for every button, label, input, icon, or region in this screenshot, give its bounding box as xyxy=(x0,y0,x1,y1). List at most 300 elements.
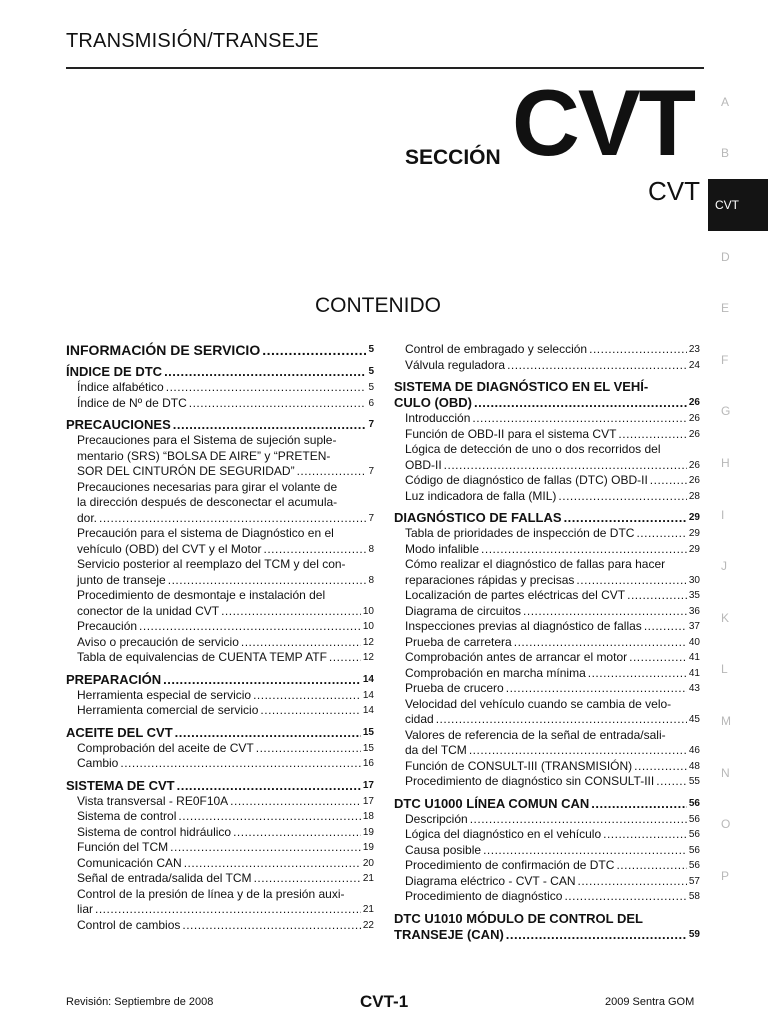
side-tab-b[interactable]: B xyxy=(721,146,730,161)
toc-entry-text: Aviso o precaución de servicio xyxy=(77,634,239,649)
toc-entry-row xyxy=(405,712,700,728)
toc-heading-text: PREPARACIÓN xyxy=(66,671,162,687)
toc-entry-text: Cambio xyxy=(77,756,119,770)
toc-entry[interactable] xyxy=(394,489,700,505)
toc-entry[interactable] xyxy=(394,358,700,374)
dot-leader xyxy=(523,604,687,620)
toc-section xyxy=(66,417,374,666)
toc-entry-page: 56 xyxy=(688,844,700,856)
toc-entry-text: Prueba de crucero xyxy=(405,681,504,695)
toc-entry-page: 19 xyxy=(362,826,374,838)
toc-entry-row xyxy=(77,902,374,918)
side-tab-m[interactable]: M xyxy=(721,713,731,728)
toc-heading-line: SISTEMA DE DIAGNÓSTICO EN EL VEHÍ- xyxy=(394,379,649,394)
toc-entry-text: Procedimiento de confirmación de DTC xyxy=(405,858,615,872)
toc-entry-page: 57 xyxy=(688,875,700,887)
toc-entry-text: Diagrama de circuitos xyxy=(405,603,522,618)
toc-entry[interactable] xyxy=(394,889,700,905)
dot-leader xyxy=(95,902,361,918)
toc-section xyxy=(394,342,700,373)
dot-leader xyxy=(177,778,361,794)
toc-section xyxy=(394,510,700,790)
toc-entry-line: Valores de referencia de la señal de entrada/sali- xyxy=(405,727,666,742)
toc-section-heading[interactable] xyxy=(394,911,700,943)
toc-entry-page: 37 xyxy=(688,621,700,632)
toc-heading-text: DTC U1000 LÍNEA COMUN CAN xyxy=(394,795,590,811)
toc-entry-row xyxy=(77,542,374,558)
dot-leader xyxy=(474,395,687,411)
toc-entry-page: 28 xyxy=(688,490,700,502)
toc-entry-text: Modo infalible xyxy=(405,541,480,556)
toc-section-heading[interactable] xyxy=(66,364,374,380)
toc-entry-row xyxy=(77,650,374,666)
toc-entry-row xyxy=(77,619,374,635)
section-label: SECCIÓN xyxy=(405,146,501,169)
dot-leader xyxy=(164,364,366,380)
toc-heading-text: SISTEMA DE CVT xyxy=(66,777,175,793)
dot-leader xyxy=(483,843,687,859)
toc-entry-text: Causa posible xyxy=(405,842,482,857)
toc-entry[interactable] xyxy=(66,588,374,619)
toc-entry-page: 46 xyxy=(688,745,700,756)
toc-entry-line: Precauciones para el Sistema de sujeción suple- xyxy=(77,433,337,447)
dot-leader xyxy=(444,458,687,474)
toc-entry-row xyxy=(77,703,374,719)
toc-heading-text: PRECAUCIONES xyxy=(66,417,171,432)
toc-entry-row xyxy=(405,604,700,620)
toc-entry-row xyxy=(77,511,374,527)
toc-entry-row xyxy=(405,681,700,697)
toc-entry-row xyxy=(77,573,374,589)
side-tab-j[interactable]: J xyxy=(721,559,727,574)
toc-entry-page: 55 xyxy=(688,776,700,787)
toc-section-heading[interactable] xyxy=(66,417,374,433)
dot-leader xyxy=(99,511,366,527)
side-tab-f[interactable]: F xyxy=(721,352,729,367)
toc-entry-page: 12 xyxy=(362,636,374,648)
side-tab-e[interactable]: E xyxy=(721,301,730,316)
toc-entry-row xyxy=(405,812,700,828)
dot-leader xyxy=(507,358,687,374)
toc-entry-text: Señal de entrada/salida del TCM xyxy=(77,871,252,885)
toc-entry[interactable] xyxy=(394,697,700,728)
toc-entry-page: 26 xyxy=(688,428,700,440)
toc-entry-text: Función de OBD-II para el sistema CVT xyxy=(405,426,617,441)
dot-leader xyxy=(254,871,361,887)
toc-entry-text: Sistema de control xyxy=(77,809,177,823)
toc-entry-text: Procedimiento de diagnóstico xyxy=(405,889,563,903)
toc-section-heading[interactable] xyxy=(66,778,374,794)
toc-entry-page: 17 xyxy=(362,795,374,807)
toc-entry[interactable] xyxy=(394,542,700,558)
toc-entry[interactable] xyxy=(66,635,374,651)
toc-entry-text: Control de cambios xyxy=(77,917,181,932)
toc-entry-page: 7 xyxy=(368,466,374,477)
toc-entry-row xyxy=(405,588,700,604)
footer-page-number: CVT-1 xyxy=(360,992,409,1011)
toc-entry-row xyxy=(77,741,374,757)
toc-entry-page: 14 xyxy=(362,689,374,701)
toc-entry-line: Velocidad del vehículo cuando se cambia de velo- xyxy=(405,696,672,711)
toc-entry-line: Precauciones necesarias para girar el volante de xyxy=(77,479,338,494)
dot-leader xyxy=(506,927,687,943)
dot-leader xyxy=(577,874,686,890)
dot-leader xyxy=(184,856,361,872)
toc-entry-page: 22 xyxy=(362,919,374,931)
toc-heading-text: DIAGNÓSTICO DE FALLAS xyxy=(394,510,562,525)
contents-title: CONTENIDO xyxy=(315,294,441,317)
toc-entry[interactable] xyxy=(394,442,700,473)
toc-heading-text: TRANSEJE (CAN) xyxy=(394,926,504,942)
dot-leader xyxy=(120,756,361,772)
side-tab-i[interactable]: I xyxy=(721,507,725,522)
toc-section xyxy=(394,796,700,905)
toc-entry-row xyxy=(77,756,374,772)
dot-leader xyxy=(182,918,360,934)
toc-entry-row xyxy=(405,619,700,635)
toc-entry[interactable] xyxy=(66,703,374,719)
toc-entry-text: dor. xyxy=(77,510,98,525)
toc-entry-page: 8 xyxy=(368,574,374,586)
toc-section-heading[interactable] xyxy=(66,672,374,688)
dot-leader xyxy=(589,342,687,358)
dot-leader xyxy=(634,759,687,775)
toc-entry[interactable] xyxy=(66,918,374,934)
toc-entry-line: Procedimiento de desmontaje e instalación del xyxy=(77,588,326,602)
dot-leader xyxy=(436,712,687,728)
toc-entry-page: 56 xyxy=(688,860,700,871)
toc-entry-row xyxy=(405,542,700,558)
dot-leader xyxy=(588,666,687,682)
toc-entry-row xyxy=(77,871,374,887)
toc-entry[interactable] xyxy=(66,887,374,918)
toc-entry-page: 7 xyxy=(368,512,374,524)
toc-entry-text: Luz indicadora de falla (MIL) xyxy=(405,488,557,503)
toc-entry[interactable] xyxy=(394,411,700,427)
side-tab-cvt[interactable]: CVT xyxy=(708,179,768,231)
toc-heading-line: DTC U1010 MÓDULO DE CONTROL DEL xyxy=(394,910,643,926)
side-tab-a[interactable]: A xyxy=(721,94,730,109)
toc-heading-page: 26 xyxy=(688,397,700,408)
toc-entry-text: Diagrama eléctrico - CVT - CAN xyxy=(405,873,576,888)
side-tab-g[interactable]: G xyxy=(721,404,731,419)
toc-entry-page: 10 xyxy=(362,621,374,632)
header-rule xyxy=(66,67,704,69)
dot-leader xyxy=(241,635,361,651)
toc-section xyxy=(66,672,374,719)
side-tab-k[interactable]: K xyxy=(721,610,730,625)
toc-entry-page: 14 xyxy=(362,705,374,716)
toc-entry[interactable] xyxy=(394,759,700,775)
toc-entry[interactable] xyxy=(394,588,700,604)
toc-section xyxy=(66,778,374,934)
toc-entry[interactable] xyxy=(394,728,700,759)
dot-leader xyxy=(627,588,687,604)
dot-leader xyxy=(262,342,366,358)
dot-leader xyxy=(233,825,361,841)
toc-heading-page: 29 xyxy=(688,512,700,523)
dot-leader xyxy=(253,688,361,704)
toc-entry[interactable] xyxy=(66,650,374,666)
toc-entry-text: Procedimiento de diagnóstico sin CONSULT-III xyxy=(405,774,655,788)
toc-entry-text: Índice de Nº de DTC xyxy=(77,395,187,410)
toc-entry-row xyxy=(77,604,374,620)
toc-entry[interactable] xyxy=(394,619,700,635)
toc-entry-row xyxy=(77,918,374,934)
dot-leader xyxy=(514,635,687,651)
toc-entry-row xyxy=(77,380,374,396)
toc-entry-page: 41 xyxy=(688,652,700,663)
toc-entry-row xyxy=(405,473,700,489)
dot-leader xyxy=(591,796,687,812)
toc-entry[interactable] xyxy=(394,874,700,890)
toc-entry-page: 36 xyxy=(688,605,700,617)
toc-entry-row xyxy=(405,635,700,651)
toc-entry-text: junto de transeje xyxy=(77,572,166,587)
toc-entry-line: Lógica de detección de uno o dos recorridos del xyxy=(405,442,661,456)
toc-entry-text: SOR DEL CINTURÓN DE SEGURIDAD” xyxy=(77,464,295,478)
toc-entry-row xyxy=(77,856,374,872)
toc-section-heading[interactable] xyxy=(66,725,374,741)
toc-heading-page: 5 xyxy=(368,366,374,377)
toc-section-heading[interactable] xyxy=(394,796,700,812)
dot-leader xyxy=(644,619,687,635)
toc-entry-row xyxy=(405,874,700,890)
toc-heading-text: ÍNDICE DE DTC xyxy=(66,364,163,379)
dot-leader xyxy=(564,889,686,905)
toc-entry-row xyxy=(77,794,374,810)
toc-heading-page: 59 xyxy=(688,928,700,940)
toc-entry[interactable] xyxy=(394,774,700,790)
toc-entry[interactable] xyxy=(66,619,374,635)
toc-entry-text: Índice alfabético xyxy=(77,380,164,394)
toc-entry-row xyxy=(405,573,700,589)
toc-entry-text: Localización de partes eléctricas del CVT xyxy=(405,588,626,602)
toc-entry[interactable] xyxy=(66,396,374,412)
toc-entry-page: 20 xyxy=(362,857,374,869)
toc-heading-page: 15 xyxy=(362,726,374,738)
toc-section-heading[interactable] xyxy=(394,510,700,526)
toc-entry-text: Inspecciones previas al diagnóstico de fallas xyxy=(405,619,642,633)
toc-entry-page: 19 xyxy=(362,842,374,853)
toc-entry-text: da del TCM xyxy=(405,743,467,757)
toc-entry[interactable] xyxy=(66,809,374,825)
toc-entry-row xyxy=(405,526,700,542)
dot-leader xyxy=(189,396,367,412)
toc-entry[interactable] xyxy=(66,840,374,856)
toc-entry[interactable] xyxy=(66,480,374,527)
dot-leader xyxy=(603,827,687,843)
toc-entry-page: 18 xyxy=(362,811,374,822)
toc-entry-line: la dirección después de desconectar el acumula- xyxy=(77,495,338,509)
dot-leader xyxy=(260,703,360,719)
dot-leader xyxy=(166,380,367,396)
dot-leader xyxy=(481,542,687,558)
dot-leader xyxy=(175,725,361,741)
toc-entry-page: 21 xyxy=(362,904,374,915)
toc-entry-row xyxy=(405,759,700,775)
toc-heading-page: 7 xyxy=(368,419,374,430)
toc-entry-line: Servicio posterior al reemplazo del TCM y del con- xyxy=(77,557,346,571)
toc-entry[interactable] xyxy=(394,526,700,542)
toc-entry-page: 56 xyxy=(688,813,700,825)
toc-entry[interactable] xyxy=(66,856,374,872)
toc-entry[interactable] xyxy=(66,756,374,772)
toc-entry-text: Precaución xyxy=(77,619,138,633)
toc-entry-text: Comprobación antes de arrancar el motor xyxy=(405,650,628,664)
toc-section xyxy=(66,342,374,358)
toc-entry[interactable] xyxy=(394,557,700,588)
toc-entry-page: 24 xyxy=(688,359,700,371)
toc-entry-text: Descripción xyxy=(405,811,468,826)
toc-entry[interactable] xyxy=(394,427,700,443)
toc-entry[interactable] xyxy=(394,812,700,828)
toc-entry[interactable] xyxy=(66,871,374,887)
toc-entry-row xyxy=(405,342,700,358)
toc-right-column xyxy=(394,342,700,949)
toc-entry-page: 43 xyxy=(688,683,700,694)
toc-entry-page: 30 xyxy=(688,574,700,586)
toc-heading-page: 56 xyxy=(688,797,700,809)
side-tab-h[interactable]: H xyxy=(721,455,730,470)
toc-entry-text: Sistema de control hidráulico xyxy=(77,824,232,839)
toc-entry-line: Precaución para el sistema de Diagnóstico en el xyxy=(77,526,334,540)
toc-entry-row xyxy=(405,650,700,666)
dot-leader xyxy=(264,542,367,558)
toc-entry-row xyxy=(405,489,700,505)
toc-entry[interactable] xyxy=(394,858,700,874)
toc-entry-row xyxy=(77,688,374,704)
toc-entry-page: 35 xyxy=(688,590,700,601)
toc-entry-row xyxy=(405,411,700,427)
side-tab-n[interactable]: N xyxy=(721,765,730,780)
toc-entry[interactable] xyxy=(66,433,374,480)
toc-entry-page: 10 xyxy=(362,605,374,617)
toc-entry-text: Código de diagnóstico de fallas (DTC) OBD-II xyxy=(405,473,648,487)
dot-leader xyxy=(297,464,367,480)
dot-leader xyxy=(173,417,367,433)
toc-heading-page: 5 xyxy=(368,344,374,355)
toc-entry-text: conector de la unidad CVT xyxy=(77,603,220,618)
toc-entry-row xyxy=(405,743,700,759)
side-tab-d[interactable]: D xyxy=(721,249,730,264)
dot-leader xyxy=(170,840,361,856)
toc-entry-text: Introducción xyxy=(405,411,471,425)
toc-entry[interactable] xyxy=(66,794,374,810)
toc-entry[interactable] xyxy=(66,741,374,757)
toc-entry-text: Función de CONSULT-III (TRANSMISIÓN) xyxy=(405,758,633,773)
toc-entry-text: Tabla de equivalencias de CUENTA TEMP ATF xyxy=(77,650,327,664)
toc-entry[interactable] xyxy=(394,342,700,358)
toc-entry-page: 48 xyxy=(688,760,700,772)
toc-entry-row xyxy=(405,827,700,843)
toc-entry-page: 15 xyxy=(362,742,374,754)
toc-entry-page: 45 xyxy=(688,714,700,725)
toc-entry-text: Comunicación CAN xyxy=(77,855,182,870)
toc-entry-row xyxy=(77,464,374,480)
toc-entry[interactable] xyxy=(394,843,700,859)
toc-heading-row xyxy=(394,927,700,943)
dot-leader xyxy=(230,794,361,810)
toc-entry-row xyxy=(77,825,374,841)
toc-entry-text: Función del TCM xyxy=(77,840,169,854)
toc-heading-row xyxy=(394,395,700,411)
toc-entry-text: OBD-II xyxy=(405,457,442,472)
dot-leader xyxy=(576,573,686,589)
page-header-title: TRANSMISIÓN/TRANSEJE xyxy=(66,30,319,52)
toc-section xyxy=(66,364,374,411)
footer-revision: Revisión: Septiembre de 2008 xyxy=(66,996,214,1008)
toc-left-column xyxy=(66,342,374,939)
toc-section-heading[interactable] xyxy=(66,342,374,358)
dot-leader xyxy=(636,526,686,542)
toc-entry-page: 8 xyxy=(368,543,374,555)
dot-leader xyxy=(178,809,360,825)
side-tab-o[interactable]: O xyxy=(721,817,731,832)
toc-entry-page: 29 xyxy=(688,528,700,539)
toc-entry[interactable] xyxy=(394,604,700,620)
toc-entry[interactable] xyxy=(394,650,700,666)
toc-entry[interactable] xyxy=(66,557,374,588)
toc-entry-row xyxy=(405,358,700,374)
toc-heading-page: 14 xyxy=(362,673,374,685)
toc-entry[interactable] xyxy=(66,825,374,841)
toc-entry[interactable] xyxy=(394,666,700,682)
toc-entry-page: 58 xyxy=(688,891,700,902)
toc-section-heading[interactable] xyxy=(394,379,700,411)
toc-entry-text: Tabla de prioridades de inspección de DTC xyxy=(405,526,635,540)
side-tab-p[interactable]: P xyxy=(721,868,730,883)
toc-entry-text: Herramienta comercial de servicio xyxy=(77,703,259,717)
toc-entry[interactable] xyxy=(394,827,700,843)
toc-entry-page: 6 xyxy=(368,397,374,409)
toc-entry-line: Cómo realizar el diagnóstico de fallas para hacer xyxy=(405,557,666,571)
toc-entry[interactable] xyxy=(394,681,700,697)
dot-leader xyxy=(558,489,686,505)
toc-entry-row xyxy=(77,635,374,651)
toc-entry-text: liar xyxy=(77,902,94,916)
toc-entry[interactable] xyxy=(394,473,700,489)
dot-leader xyxy=(506,681,687,697)
side-tab-l[interactable]: L xyxy=(721,662,728,677)
dot-leader xyxy=(616,858,686,874)
toc-entry-page: 16 xyxy=(362,758,374,769)
toc-entry-row xyxy=(405,858,700,874)
toc-entry-page: 40 xyxy=(688,636,700,648)
toc-entry-text: Control de embragado y selección xyxy=(405,342,588,356)
toc-entry-row xyxy=(405,843,700,859)
section-code: CVT xyxy=(512,70,694,175)
toc-entry-text: Vista transversal - RE0F10A xyxy=(77,793,229,808)
toc-entry-row xyxy=(405,889,700,905)
toc-entry-text: Válvula reguladora xyxy=(405,357,506,372)
toc-entry-page: 29 xyxy=(688,543,700,555)
toc-heading-text: CULO (OBD) xyxy=(394,395,472,410)
toc-entry[interactable] xyxy=(394,635,700,651)
toc-entry-row xyxy=(77,396,374,412)
toc-entry-line: Control de la presión de línea y de la presión auxi- xyxy=(77,886,345,901)
dot-leader xyxy=(329,650,361,666)
toc-entry-page: 12 xyxy=(362,652,374,663)
dot-leader xyxy=(221,604,361,620)
toc-entry[interactable] xyxy=(66,688,374,704)
toc-heading-text: ACEITE DEL CVT xyxy=(66,724,173,740)
toc-entry-page: 26 xyxy=(688,475,700,486)
toc-entry-row xyxy=(405,427,700,443)
toc-entry[interactable] xyxy=(66,380,374,396)
toc-entry[interactable] xyxy=(66,526,374,557)
toc-entry-text: Comprobación del aceite de CVT xyxy=(77,740,254,755)
